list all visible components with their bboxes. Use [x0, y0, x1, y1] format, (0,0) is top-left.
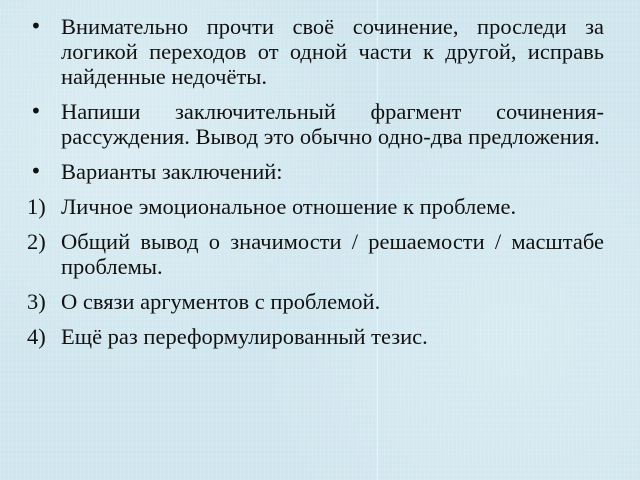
bullet-icon: •	[30, 159, 42, 183]
numbered-item-4	[27, 324, 604, 349]
bullet-item-3	[27, 159, 604, 184]
bullet-icon: •	[30, 99, 42, 123]
bullet-item-1	[27, 14, 604, 89]
item-text: О связи аргументов с проблемой.	[61, 289, 381, 314]
item-text: Личное эмоциональное отношение к проблеме.	[61, 194, 517, 219]
item-number: 1)	[27, 194, 46, 219]
numbered-item-3	[27, 289, 604, 314]
bullet-icon: •	[30, 14, 42, 38]
bullet-text: Варианты заключений:	[61, 159, 283, 184]
bullet-text: Напиши заключительный фрагмент сочинения-рассуждения. Вывод это обычно одно-два предложения.	[61, 99, 604, 149]
bullet-text: Внимательно прочти своё сочинение, проследи за логикой переходов от одной части к другой, исправь найденные недочёты.	[61, 14, 604, 89]
bullet-item-2	[27, 99, 604, 149]
numbered-item-2	[27, 229, 604, 279]
item-text: Ещё раз переформулированный тезис.	[61, 324, 428, 349]
slide-content	[27, 14, 604, 349]
item-number: 4)	[27, 324, 46, 349]
item-number: 3)	[27, 289, 46, 314]
item-text: Общий вывод о значимости / решаемости / масштабе проблемы.	[61, 229, 604, 279]
item-number: 2)	[27, 229, 46, 254]
numbered-item-1	[27, 194, 604, 219]
